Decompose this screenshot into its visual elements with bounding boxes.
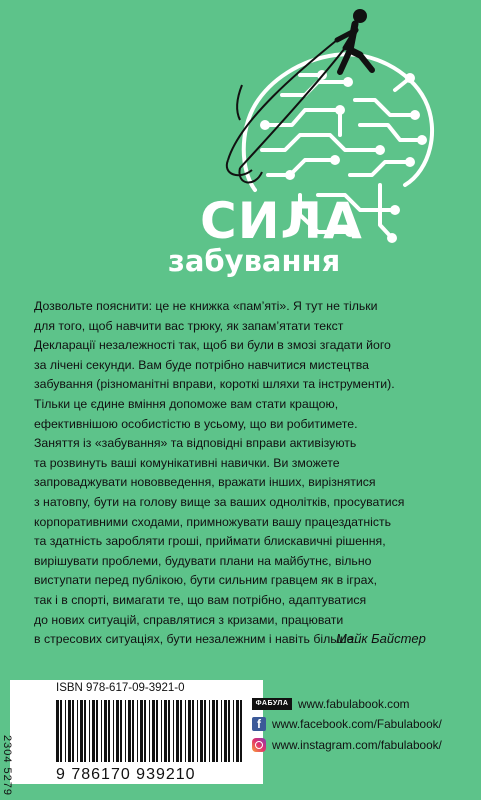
barcode-bar bbox=[77, 700, 78, 762]
barcode-bar bbox=[56, 700, 59, 762]
barcode-bar bbox=[120, 700, 122, 762]
blurb-line: вирішувати проблеми, будувати плани на майбутнє, вільно bbox=[34, 553, 372, 568]
blurb-line: Декларації незалежності так, щоб ви були в змозі згадати його bbox=[34, 338, 391, 353]
site-link-row[interactable] bbox=[252, 697, 409, 711]
barcode-bar bbox=[113, 700, 114, 762]
blurb-line: за лічені секунди. Вам буде потрібно навчитися мистецтва bbox=[34, 357, 370, 372]
blurb-line: Заняття із «забування» та відповідні вправи активізують bbox=[34, 436, 357, 451]
blurb-line: запроваджувати нововведення, вражати інших, вирізнятися bbox=[34, 475, 376, 490]
barcode-bar bbox=[200, 700, 203, 762]
climbing-man-icon bbox=[337, 9, 372, 72]
barcode-bar bbox=[144, 700, 146, 762]
barcode-bar bbox=[236, 700, 239, 762]
facebook-link-row[interactable] bbox=[252, 717, 442, 731]
barcode-bar bbox=[132, 700, 134, 762]
barcode-bar bbox=[224, 700, 227, 762]
barcode-number: 9 786170 939210 bbox=[56, 766, 196, 783]
barcode-bar bbox=[108, 700, 110, 762]
book-title: СИЛА bbox=[200, 192, 363, 250]
facebook-icon: f bbox=[252, 717, 266, 731]
barcode-bar bbox=[185, 700, 186, 762]
barcode-bar bbox=[216, 700, 218, 762]
barcode-bar bbox=[152, 700, 155, 762]
barcode-bar bbox=[173, 700, 174, 762]
barcode-bar bbox=[212, 700, 215, 762]
facebook-link[interactable]: www.facebook.com/Fabulabook/ bbox=[272, 717, 442, 731]
barcode-bar bbox=[89, 700, 90, 762]
barcode-bar bbox=[116, 700, 119, 762]
barcode-bar bbox=[60, 700, 62, 762]
instagram-icon bbox=[252, 738, 266, 752]
isbn-label: ISBN 978-617-09-3921-0 bbox=[56, 682, 185, 694]
blurb-line: Дозвольте пояснити: це не книжка «пам’яті». Я тут не тільки bbox=[34, 299, 378, 313]
publisher-logo: ФАБУЛА bbox=[252, 698, 292, 710]
barcode-bar bbox=[168, 700, 170, 762]
barcode-bar bbox=[156, 700, 158, 762]
barcode-bar bbox=[164, 700, 167, 762]
barcode-bar bbox=[188, 700, 191, 762]
barcode-bar bbox=[240, 700, 242, 762]
book-subtitle: забування bbox=[168, 244, 341, 278]
barcode-bar bbox=[149, 700, 150, 762]
barcode-bar bbox=[192, 700, 194, 762]
author-name: Майк Байстер bbox=[336, 631, 426, 646]
barcode-bar bbox=[140, 700, 143, 762]
barcode-bar bbox=[228, 700, 230, 762]
barcode-bar bbox=[84, 700, 86, 762]
blurb-line: з натовпу, бути на голову вище за ваших однолітків, просуватися bbox=[34, 495, 405, 509]
blurb-line: до нових ситуацій, справлятися з кризами, працювати bbox=[34, 612, 344, 627]
blurb-line: так і в спорті, вимагати те, що вам потрібно, адаптуватися bbox=[34, 593, 367, 607]
instagram-link-row[interactable] bbox=[252, 738, 442, 752]
barcode-bar bbox=[92, 700, 95, 762]
barcode-bar bbox=[101, 700, 102, 762]
barcode-bar bbox=[128, 700, 131, 762]
barcode-bar bbox=[233, 700, 234, 762]
barcode-bar bbox=[180, 700, 182, 762]
barcode-bar bbox=[221, 700, 222, 762]
blurb-line: виступати перед публікою, бути сильним гравцем як в іграх, bbox=[34, 573, 378, 588]
blurb-line: для того, щоб навчити вас трюку, як запам’ятати текст bbox=[34, 318, 344, 333]
blurb-line: та розвинуть ваші комунікативні навички. Ви зможете bbox=[34, 455, 340, 470]
side-number: 2304 5279 bbox=[1, 735, 13, 796]
barcode-bar bbox=[104, 700, 107, 762]
barcode-bar bbox=[161, 700, 162, 762]
barcode-bar bbox=[68, 700, 71, 762]
blurb-line: та здатність заробляти гроші, приймати блискавичні рішення, bbox=[34, 534, 386, 549]
barcode-bar bbox=[65, 700, 66, 762]
site-link[interactable]: www.fabulabook.com bbox=[298, 697, 410, 711]
barcode-bar bbox=[80, 700, 83, 762]
blurb-line: корпоративними сходами, примножувати вашу працездатність bbox=[34, 514, 392, 529]
barcode-bar bbox=[197, 700, 198, 762]
barcode-bar bbox=[96, 700, 98, 762]
barcode-bar bbox=[72, 700, 74, 762]
blurb-line: Тільки це єдине вміння допоможе вам стати кращою, bbox=[34, 397, 339, 411]
barcode-bar bbox=[137, 700, 138, 762]
blurb-line: забування (різноманітні вправи, короткі шляхи та інструменти). bbox=[34, 377, 395, 392]
instagram-link[interactable]: www.instagram.com/fabulabook/ bbox=[272, 738, 442, 752]
blurb-line: ефективнішою особистістю в усьому, що ви робитимете. bbox=[34, 416, 358, 431]
barcode-bar bbox=[125, 700, 126, 762]
barcode-bar bbox=[209, 700, 210, 762]
barcode-bar bbox=[204, 700, 206, 762]
barcode-bar bbox=[176, 700, 179, 762]
blurb-line: в стресових ситуаціях, бути незалежним і навіть більше. bbox=[34, 632, 357, 647]
barcode-bars bbox=[56, 700, 248, 762]
